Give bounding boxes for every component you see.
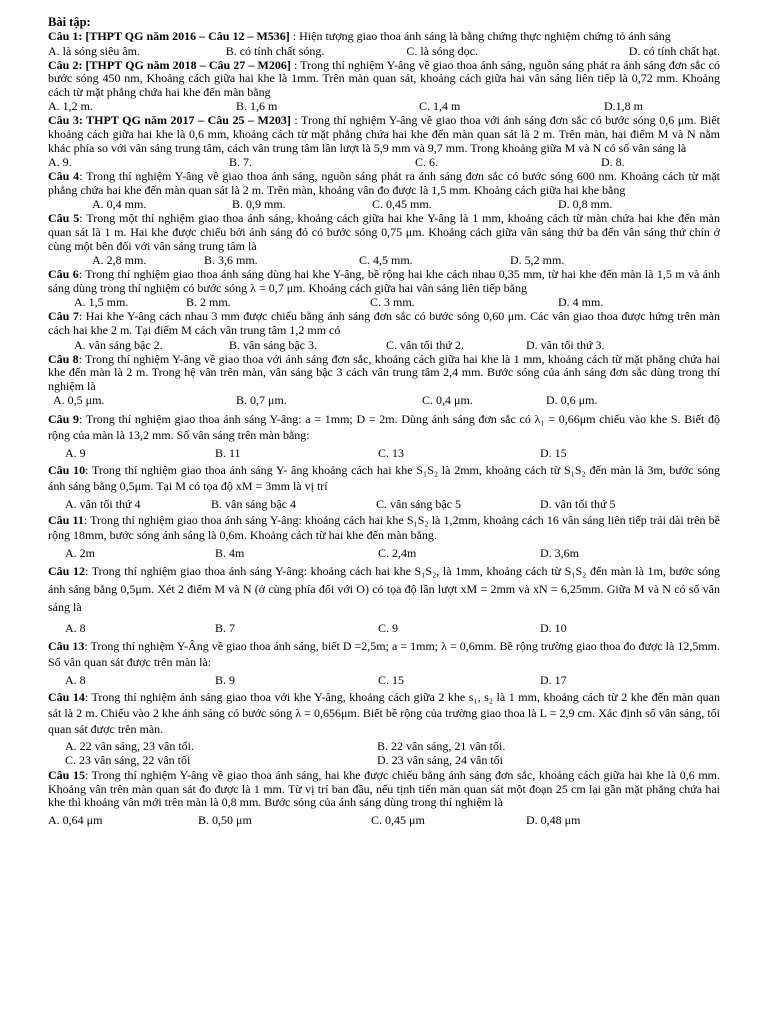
option-a: A. 1,5 mm. [74,295,129,310]
option-c: C. 0,45 μm [371,813,425,828]
question-number: Câu 15 [48,768,85,783]
option-b: B. vân sáng bậc 3. [229,337,317,352]
option-a: A. là sóng siêu âm. [48,43,140,58]
answer-options [48,155,720,169]
option-c: C. 13 [378,446,405,461]
option-d: D. vân tối thứ 5 [540,497,616,512]
question-number: Câu 12 [48,564,85,579]
question-12 [48,562,720,635]
option-c: C. vân tối thứ 2. [386,337,464,352]
option-d: D. 10 [540,621,567,636]
question-number: Câu 9 [48,412,80,427]
question-source-tag: : [THPT QG năm 2018 – Câu 27 – M206] [78,57,291,72]
question-stem [48,212,720,253]
question-text: : Trong thí nghiệm ánh sáng giao thoa với khe Y-âng, khoảng cách giữa 2 khe s₁, s₂ là 1 mm, khoảng cách từ 2 khe đến màn quan sát là 2 m. Chiếu vào 2 khe ánh sáng có bước sóng λ = 0,656μm. Biết bề rộng của trường giao thoa là L = 2,9 cm. Xác định số vân sáng, tối quan sát được trên màn. [48,690,720,737]
option-b: B. có tính chất sóng. [225,43,325,58]
question-source-tag: : [THPT QG năm 2016 – Câu 12 – M536] [78,29,290,43]
option-b: B. 1,6 m [236,99,278,114]
option-d: D. 17 [540,673,567,688]
question-text: : Trong một thí nghiệm giao thoa ánh sáng, khoảng cách giữa hai khe Y-âng là 1 mm, khoảng cách từ màn chứa hai khe đến màn quan sát là 1 m. Hai khe được chiếu bởi ánh sáng đỏ có bước sóng 0,75 μm. Khoảng cách giữa vân sáng thứ ba đến vân sáng thứ chín ở cùng một bên đối với vân sáng trung tâm là [48,211,721,253]
question-text: : Trong thí nghiệm Y-âng về giao thoa với ánh sáng đơn sắc có bước sóng 0,6 μm. Biết khoảng cách giữa hai khe là 0,6 mm, khoảng cách từ mặt phẳng chứa hai khe đến màn quan sát là 2 m. Trên màn, hai điểm M và N nằm khác phía so với vân sáng trung tâm, cách vân trung tâm lần lượt là 5,9 mm và 9,7 mm. Trong khoảng giữa M và N có số vân sáng là [48,113,721,155]
question-stem [48,689,720,737]
option-b: B. 7 [215,621,236,636]
question-11 [48,513,720,560]
question-number: Câu 10 [48,463,86,478]
question-text: : Trong thí nghiệm giao thoa ánh sáng Y-âng: khoảng cách hai khe S₁S₂, là 1mm, khoảng cách từ S₁S₂ đến màn là 1m, bước sóng ánh sáng bằng 0,5μm. Xét 2 điểm M và N (ở cùng phía đối với O) có tọa độ lần lượt xM = 2mm và xN = 6,25mm. Giữa M và N có số vân sáng là [48,564,721,615]
option-b: B. 2 mm. [186,295,231,310]
question-stem [48,59,720,100]
option-c: C. 15 [378,673,405,688]
question-5 [48,212,720,267]
option-a: A. 0,64 μm [48,813,103,828]
question-text: : Trong thí nghiệm giao thoa ánh sáng dùng hai khe Y-âng, bề rộng hai khe cách nhau 0,35 mm, từ hai khe đến màn là 1,5 m và ánh sáng dùng trong thí nghiệm có bước sóng λ = 0,7 μm. Khoảng cách giữa hai vân sáng liên tiếp bằng [48,267,721,295]
answer-options [48,338,720,352]
option-c: C. 0,4 μm. [422,393,473,408]
answer-options [48,253,720,267]
question-stem [48,170,720,197]
option-c: C. 2,4m [378,546,417,561]
answer-options [48,99,720,113]
option-b: B. 3,6 mm. [204,253,258,268]
question-number: Câu 7 [48,309,79,324]
option-b: B. 0,50 μm [198,813,252,828]
answer-options [48,673,720,687]
answer-options [48,44,720,58]
question-stem [48,268,720,295]
question-text: : Trong thí nghiệm Y-âng về giao thoa ánh sáng, nguồn sáng phát ra ánh sáng đơn sắc có bước sóng 600 nm. Khoảng cách từ mặt phẳng chứa hai khe đến màn quan sát là 2 m. Trên màn, khoảng vân đo được là 1,5 mm. Khoảng cách giữa hai khe bằng [48,169,720,197]
option-c: C. 1,4 m [419,99,461,114]
answer-options [48,621,720,635]
option-d: D. 8. [601,155,625,170]
question-text: : Trong thí nghiệm Y-âng về giao thoa ánh sáng, hai khe được chiếu bằng ánh sáng đơn sắc, khoảng cách giữa hai khe là 0,6 mm. Khoảng vân trên màn quan sát đo được là 1 mm. Từ vị trí ban đầu, nếu tịnh tiến màn quan sát một đoạn 25 cm lại gần mặt phẳng chứa hai khe thì khoảng vân mới trên màn là 0,8 mm. Bước sóng của ánh sáng dùng trong thí nghiệm là [48,768,720,810]
question-3 [48,114,720,169]
option-b: B. 11 [215,446,241,461]
option-d: D. 0,48 μm [526,813,581,828]
question-7 [48,310,720,351]
question-13 [48,638,720,687]
question-number: Câu 14 [48,690,85,705]
question-6 [48,268,720,309]
question-number: Câu 4 [48,169,80,184]
option-a: A. 0,4 mm. [92,197,147,212]
option-a: A. 8 [65,673,86,688]
question-stem [48,638,720,670]
question-text: : Trong thí nghiệm Y-âng về giao thoa ánh sáng, nguồn sáng phát ra ánh sáng đơn sắc có bước sóng 450 nm, Khoảng cách giữa hai khe là 1mm. Trên màn quan sát, khoảng cách giữa hai vân sáng liên tiếp là 0,72 mm. Khoảng cách từ mặt phẳng chứa hai khe đến màn bằng [48,57,720,99]
question-number: Câu 5 [48,211,80,226]
option-c: C. 9 [378,621,399,636]
question-stem [48,114,720,155]
question-15 [48,769,720,827]
question-4 [48,170,720,211]
question-10 [48,462,720,511]
answer-options [48,393,720,407]
option-c: C. 3 mm. [370,295,415,310]
option-a: A. 9. [48,155,72,170]
option-a: A. vân tối thứ 4 [65,497,141,512]
question-9 [48,411,720,460]
question-stem [48,30,720,44]
answer-options [48,497,720,511]
option-b: B. 0,9 mm. [232,197,286,212]
option-c: C. 6. [415,155,439,170]
option-d: D. 3,6m [540,546,579,561]
question-source-tag: : THPT QG năm 2017 – Câu 25 – M203] [78,113,291,128]
option-d: D. 15 [540,446,567,461]
exercise-heading: Bài tập: [48,15,91,29]
option-b: B. 7. [229,155,253,170]
option-c: C. 23 vân sáng, 22 vân tối [65,753,191,768]
option-b: B. 0,7 μm. [236,393,287,408]
option-a: A. 2m [65,546,95,561]
option-b: B. 22 vân sáng, 21 vân tối. [377,739,506,754]
option-d: D. 5,2 mm. [510,253,565,268]
option-b: B. vân sáng bậc 4 [211,497,296,512]
answer-options [48,197,720,211]
option-a: A. vân sáng bậc 2. [74,337,163,352]
question-number: Câu 3 [48,113,79,128]
question-stem [48,562,720,616]
question-number: Câu 11 [48,513,84,528]
option-d: D. 23 vân sáng, 24 vân tối [377,753,503,768]
answer-options [48,546,720,560]
option-a: A. 2,8 mm. [92,253,147,268]
question-stem [48,769,720,810]
question-text: : Trong thí nghiệm Y-Âng về giao thoa ánh sáng, biết D =2,5m; a = 1mm; λ = 0,6mm. Bề rộng trường giao thoa đo được là 12,5mm. Số vân quan sát được trên màn là: [48,639,721,670]
question-text: : Trong thí nghiệm giao thoa ánh sáng Y-âng: khoảng cách hai khe S₁S₂ là 1,2mm, khoảng cách 16 vân sáng liên tiếp trải dài trên bề rộng 18mm, bước sóng ánh sáng là 0,6m. Khoảng cách từ hai khe đến màn bằng. [48,513,720,543]
option-d: D. có tính chất hạt. [628,43,720,58]
question-text: : Trong thí nghiệm giao thoa ánh sáng Y- âng khoảng cách hai khe S₁S₂ là 2mm, khoảng cách từ S₁S₂ đến màn là 3m, bước sóng ánh sáng bằng 0,5μm. Tại M có tọa độ xM = 3mm là vị trí [48,463,720,494]
question-1 [48,30,720,58]
option-c: C. là sóng dọc. [406,43,478,58]
question-number: Câu 8 [48,351,79,366]
question-number: Câu 6 [48,267,79,282]
question-text: : Hiện tượng giao thoa ánh sáng là bằng chứng thực nghiệm chứng tỏ ánh sáng [292,29,671,43]
answer-options [48,813,720,827]
option-d: D. vân tối thứ 3. [526,337,605,352]
question-8 [48,353,720,408]
question-14 [48,689,720,767]
question-stem [48,513,720,543]
answer-options [48,295,720,309]
question-text: : Hai khe Y-âng cách nhau 3 mm được chiếu bằng ánh sáng đơn sắc có bước sóng 0,60 μm. Các vân giao thoa được hứng trên màn cách hai khe 2 m. Tại điểm M cách vân trung tâm 1,2 mm có [48,309,721,337]
option-a: A. 22 vân sáng, 23 vân tối. [65,739,194,754]
option-a: A. 1,2 m. [48,99,93,114]
option-d: D. 0,8 mm. [558,197,613,212]
question-text: : Trong thí nghiệm giao thoa ánh sáng Y-âng: a = 1mm; D = 2m. Dùng ánh sáng đơn sắc có λ₁ = 0,66μm chiếu vào khe S. Biết độ rộng của màn là 13,2 mm. Số vân sáng trên màn bằng: [48,412,720,443]
option-a: A. 9 [65,446,86,461]
option-b: B. 4m [215,546,245,561]
option-b: B. 9 [215,673,236,688]
option-c: C. 0,45 mm. [372,197,432,212]
question-number: Câu 1 [48,29,79,43]
question-stem [48,353,720,394]
option-c: C. vân sáng bậc 5 [376,497,461,512]
question-stem [48,411,720,443]
option-d: D.1,8 m [604,99,643,114]
question-stem [48,462,720,494]
option-a: A. 0,5 μm. [53,393,105,408]
option-c: C. 4,5 mm. [359,253,413,268]
question-number: Câu 2 [48,57,79,72]
question-2 [48,59,720,114]
question-text: : Trong thí nghiệm Y-âng về giao thoa với ánh sáng đơn sắc, khoảng cách giữa hai khe là 1 mm, khoảng cách từ mặt phẳng chứa hai khe đến màn là 2 m. Trong hệ vân trên màn, vân sáng bậc 3 cách vân trung tâm 2,4 mm. Bước sóng của ánh sáng đơn sắc dùng trong thí nghiệm là [48,351,720,393]
option-d: D. 0,6 μm. [546,393,598,408]
option-d: D. 4 mm. [558,295,604,310]
question-stem [48,310,720,337]
answer-options [48,446,720,460]
question-number: Câu 13 [48,639,85,654]
option-a: A. 8 [65,621,86,636]
answer-options [48,739,720,767]
